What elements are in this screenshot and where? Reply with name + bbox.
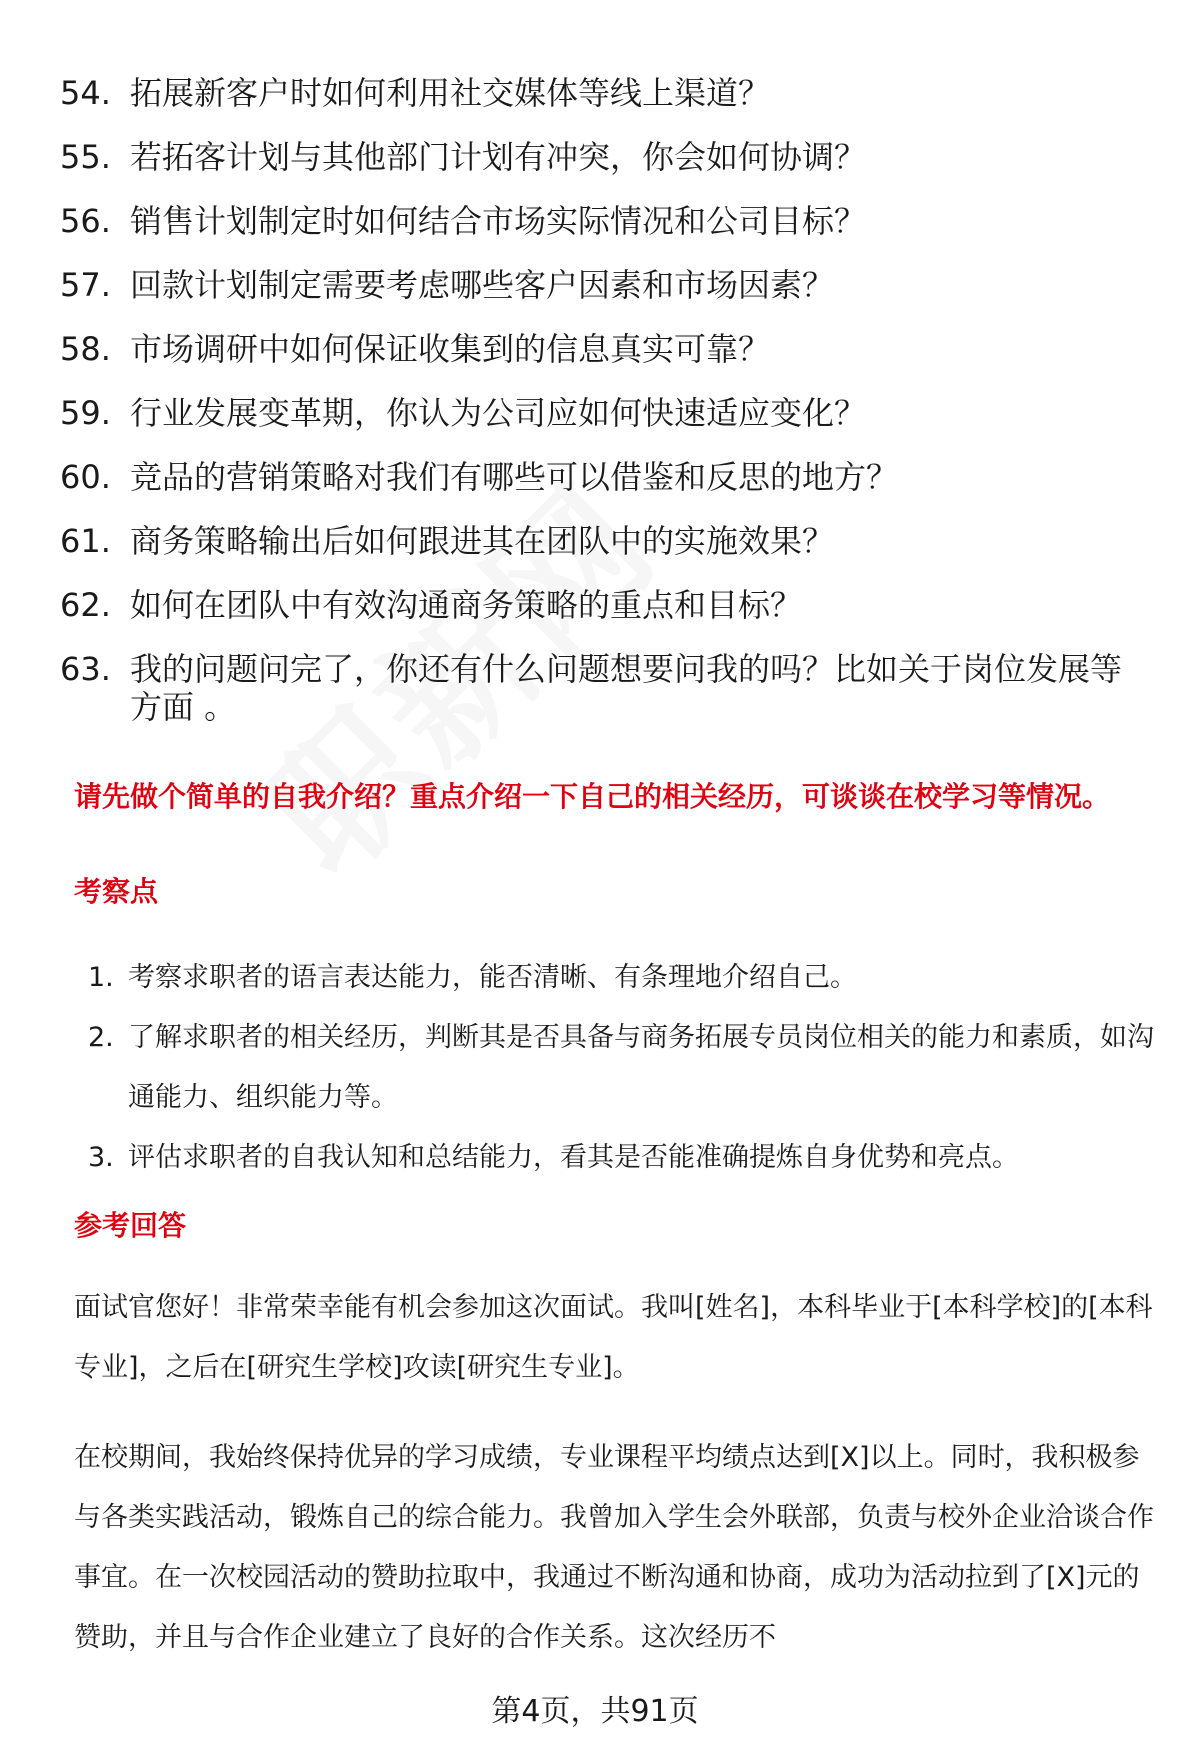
intro-question-heading: 请先做个简单的自我介绍？重点介绍一下自己的相关经历，可谈谈在校学习等情况。 [74, 780, 1111, 813]
answer-paragraph: 面试官您好！非常荣幸能有机会参加这次面试。我叫[姓名]，本科毕业于[本科学校]的[本科专业]，之后在[研究生学校]攻读[研究生专业]。 [74, 1292, 1153, 1383]
question-text: 竞品的营销策略对我们有哪些可以借鉴和反思的地方？ [130, 458, 899, 496]
question-item [60, 74, 1150, 112]
point-text: 了解求职者的相关经历，判断其是否具备与商务拓展专员岗位相关的能力和素质，如沟通能力、组织能力等。 [128, 1022, 1154, 1113]
assessment-point [88, 948, 1158, 1008]
question-number: 60. [60, 458, 111, 496]
question-text: 我的问题问完了，你还有什么问题想要问我的吗？比如关于岗位发展等方面 。 [130, 650, 1123, 726]
assessment-points-heading: 考察点 [74, 875, 159, 908]
point-number: 1. [88, 962, 114, 993]
question-text: 回款计划制定需要考虑哪些客户因素和市场因素？ [130, 266, 835, 304]
question-number: 58. [60, 330, 111, 368]
point-text: 评估求职者的自我认知和总结能力，看其是否能准确提炼自身优势和亮点。 [128, 1142, 1019, 1173]
question-item [60, 330, 1150, 368]
question-text: 拓展新客户时如何利用社交媒体等线上渠道？ [130, 74, 771, 112]
point-number: 3. [88, 1142, 114, 1173]
question-item [60, 266, 1150, 304]
question-text: 如何在团队中有效沟通商务策略的重点和目标？ [130, 586, 803, 624]
question-text: 若拓客计划与其他部门计划有冲突，你会如何协调？ [130, 138, 867, 176]
reference-answer-heading: 参考回答 [74, 1209, 187, 1242]
question-number: 62. [60, 586, 111, 624]
assessment-point [88, 1008, 1158, 1128]
question-item [60, 522, 1150, 560]
question-item [60, 458, 1150, 496]
page-footer: 第4页，共91页 [491, 1694, 699, 1729]
point-text: 考察求职者的语言表达能力，能否清晰、有条理地介绍自己。 [128, 962, 857, 993]
point-number: 2. [88, 1022, 114, 1053]
question-item [60, 202, 1150, 240]
question-item [60, 138, 1150, 176]
question-number: 56. [60, 202, 111, 240]
question-number: 54. [60, 74, 111, 112]
question-text: 市场调研中如何保证收集到的信息真实可靠？ [130, 330, 771, 368]
question-text: 销售计划制定时如何结合市场实际情况和公司目标？ [130, 202, 867, 240]
question-number: 57. [60, 266, 111, 304]
question-text: 商务策略输出后如何跟进其在团队中的实施效果？ [130, 522, 835, 560]
question-item [60, 586, 1150, 624]
question-text: 行业发展变革期，你认为公司应如何快速适应变化？ [130, 394, 867, 432]
assessment-point [88, 1128, 1158, 1188]
question-number: 59. [60, 394, 111, 432]
question-number: 61. [60, 522, 111, 560]
question-list [60, 74, 1150, 752]
answer-paragraph: 在校期间，我始终保持优异的学习成绩，专业课程平均绩点达到[X]以上。同时，我积极参与各类实践活动，锻炼自己的综合能力。我曾加入学生会外联部，负责与校外企业洽谈合作事宜。在一次校园活动的赞助拉取中，我通过不断沟通和协商，成功为活动拉到了[X]元的赞助，并且与合作企业建立了良好的合作关系。这次经历不 [74, 1442, 1154, 1653]
question-number: 63. [60, 650, 111, 688]
question-item [60, 394, 1150, 432]
question-item [60, 650, 1150, 726]
question-number: 55. [60, 138, 111, 176]
assessment-points-list [88, 948, 1158, 1188]
